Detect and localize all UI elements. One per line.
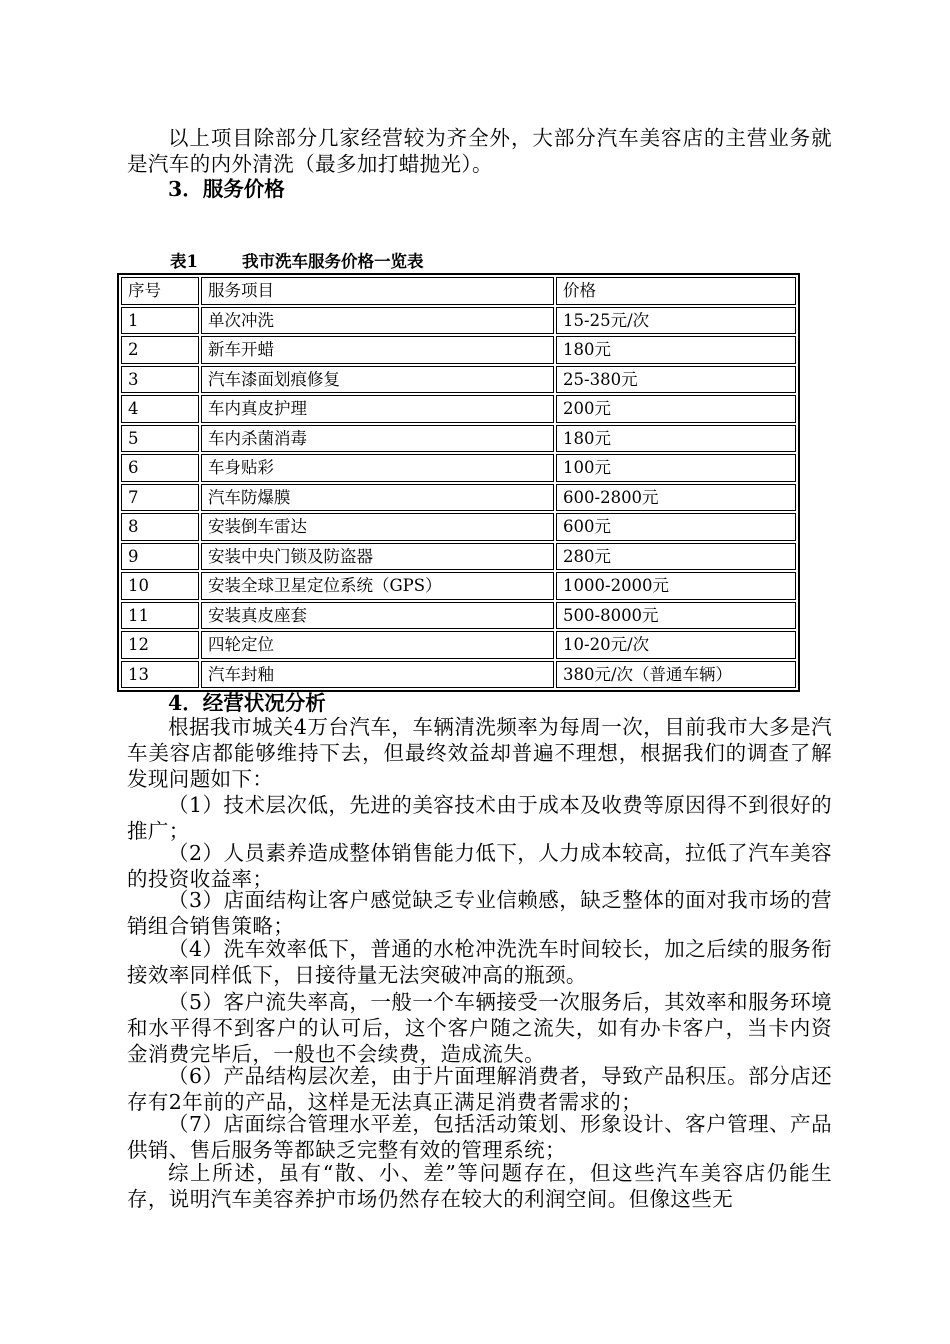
table-row — [121, 631, 796, 659]
table-caption-number: 表1 — [170, 252, 198, 271]
service-price: 200元 — [556, 395, 796, 423]
service-item: 汽车漆面划痕修复 — [201, 366, 554, 394]
table-header-row — [121, 277, 796, 305]
service-item: 安装全球卫星定位系统（GPS） — [201, 572, 554, 600]
issue-5-paragraph: （5）客户流失率高，一般一个车辆接受一次服务后，其效率和服务环境和水平得不到客户的认可后，这个客户随之流失，如有办卡客户，当卡内资金消费完毕后，一般也不会续费，造成流失。 — [127, 990, 832, 1066]
issue-4-paragraph: （4）洗车效率低下，普通的水枪冲洗洗车时间较长，加之后续的服务衔接效率同样低下，日接待量无法突破冲高的瓶颈。 — [127, 937, 832, 987]
issue-7-paragraph: （7）店面综合管理水平差，包括活动策划、形象设计、客户管理、产品供销、售后服务等都缺乏完整有效的管理系统； — [127, 1112, 832, 1162]
service-price: 380元/次（普通车辆） — [556, 661, 796, 689]
analysis-paragraph: 根据我市城关4万台汽车，车辆清洗频率为每周一次，目前我市大多是汽车美容店都能够维持下去，但最终效益却普遍不理想，根据我们的调查了解发现问题如下： — [127, 715, 832, 791]
service-price: 600-2800元 — [556, 484, 796, 512]
service-price: 10-20元/次 — [556, 631, 796, 659]
service-price: 600元 — [556, 513, 796, 541]
row-number: 3 — [121, 366, 199, 394]
service-price: 25-380元 — [556, 366, 796, 394]
summary-paragraph: 综上所述，虽有“散、小、差”等问题存在，但这些汽车美容店仍能生存，说明汽车美容养护市场仍然存在较大的利润空间。但像这些无 — [127, 1161, 832, 1211]
service-item: 新车开蜡 — [201, 336, 554, 364]
service-price: 180元 — [556, 425, 796, 453]
service-item: 汽车封釉 — [201, 661, 554, 689]
header-cell: 序号 — [121, 277, 199, 305]
service-item: 四轮定位 — [201, 631, 554, 659]
table-row — [121, 543, 796, 571]
table-row — [121, 425, 796, 453]
service-item: 安装倒车雷达 — [201, 513, 554, 541]
row-number: 9 — [121, 543, 199, 571]
table-row — [121, 602, 796, 630]
table-row — [121, 484, 796, 512]
section-heading-4: 4．经营状况分析 — [168, 691, 326, 715]
service-item: 车内杀菌消毒 — [201, 425, 554, 453]
header-cell: 价格 — [556, 277, 796, 305]
intro-paragraph: 以上项目除部分几家经营较为齐全外，大部分汽车美容店的主营业务就是汽车的内外清洗（最多加打蜡抛光）。 — [127, 126, 832, 176]
issue-1-paragraph: （1）技术层次低，先进的美容技术由于成本及收费等原因得不到很好的推广； — [127, 793, 832, 843]
table-row — [121, 307, 796, 335]
row-number: 6 — [121, 454, 199, 482]
row-number: 7 — [121, 484, 199, 512]
row-number: 1 — [121, 307, 199, 335]
issue-3-paragraph: （3）店面结构让客户感觉缺乏专业信赖感，缺乏整体的面对我市场的营销组合销售策略； — [127, 888, 832, 938]
issue-2-paragraph: （2）人员素养造成整体销售能力低下，人力成本较高，拉低了汽车美容的投资收益率； — [127, 841, 832, 891]
table-row — [121, 366, 796, 394]
table-row — [121, 661, 796, 689]
table-row — [121, 336, 796, 364]
row-number: 2 — [121, 336, 199, 364]
header-cell: 服务项目 — [201, 277, 554, 305]
row-number: 8 — [121, 513, 199, 541]
table-caption-title: 我市洗车服务价格一览表 — [242, 252, 424, 271]
service-item: 安装中央门锁及防盗器 — [201, 543, 554, 571]
row-number: 4 — [121, 395, 199, 423]
table-caption — [170, 251, 424, 273]
row-number: 13 — [121, 661, 199, 689]
service-price: 100元 — [556, 454, 796, 482]
service-item: 安装真皮座套 — [201, 602, 554, 630]
row-number: 5 — [121, 425, 199, 453]
table-row — [121, 572, 796, 600]
service-price: 1000-2000元 — [556, 572, 796, 600]
service-item: 单次冲洗 — [201, 307, 554, 335]
table-row — [121, 454, 796, 482]
service-price: 180元 — [556, 336, 796, 364]
service-item: 汽车防爆膜 — [201, 484, 554, 512]
service-item: 车身贴彩 — [201, 454, 554, 482]
table-row — [121, 513, 796, 541]
table-row — [121, 395, 796, 423]
service-price: 280元 — [556, 543, 796, 571]
service-item: 车内真皮护理 — [201, 395, 554, 423]
row-number: 11 — [121, 602, 199, 630]
section-heading-3: 3．服务价格 — [168, 177, 285, 201]
service-price: 500-8000元 — [556, 602, 796, 630]
price-table — [117, 273, 800, 692]
service-price: 15-25元/次 — [556, 307, 796, 335]
row-number: 10 — [121, 572, 199, 600]
row-number: 12 — [121, 631, 199, 659]
issue-6-paragraph: （6）产品结构层次差，由于片面理解消费者，导致产品积压。部分店还存有2年前的产品，这样是无法真正满足消费者需求的； — [127, 1064, 832, 1114]
